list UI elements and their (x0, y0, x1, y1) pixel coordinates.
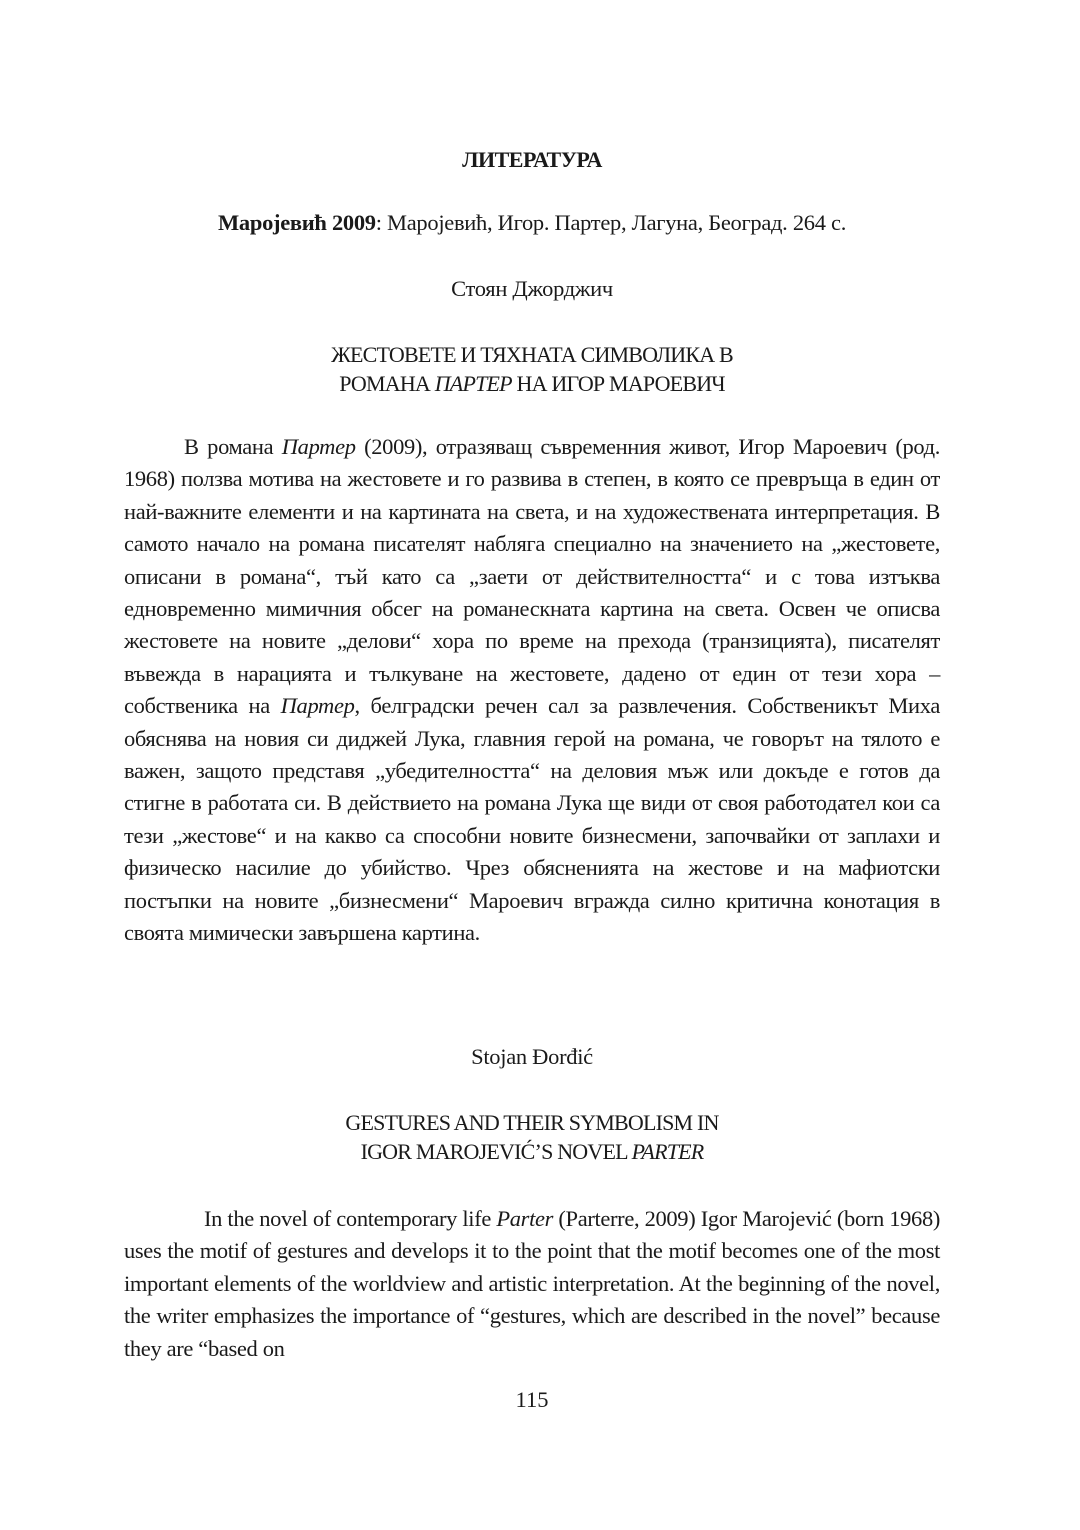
title-line-1: GESTURES AND THEIR SYMBOLISM IN (345, 1110, 719, 1135)
text-run: , белградски речен сал за развлечения. Собственикът Миха обяснява на новия си диджей Лука, главния герой на романа, че говорът на тялото е важен, защото представя „убедителността“ на деловия мъж или докъде е готов да стигне в работата си. В действието на романа Лука ще види от своя работодател кои са тези „жестове“ и на какво са способни новите бизнесмени, започвайки от заплахи и физическо насилие до убийство. Чрез обясненията на жестове и на мафиотски постъпки на новите „бизнесмени“ Мароевич вгражда силно критична конотация в своята мимически завършена картина. (124, 693, 940, 946)
author-name-bulgarian: Стоян Джорджич (451, 276, 613, 301)
italic-title-run: Parter (496, 1206, 554, 1231)
page-number: 115 (515, 1387, 549, 1412)
title-line-2-italic: PARTER (631, 1139, 704, 1164)
text-run: (2009), отразяващ съвременния живот, Игор Мароевич (род. 1968) ползва мотива на жестовете и го развива в степен, в която се превръща в един от най-важните елементи и на картината на света, и на художествената интерпретация. В самото начало на романа писателят набляга специално на значението на „жестовете, описани в романа“, тъй като са „заети от действителността“ и с това изтъква едновременно мимичния обсег на романескната картина на света. Освен че описва жестовете на новите „делови“ хора по време на прехода (транзицията), писателят въвежда в нарацията и тълкуване на жестовете, дадено от един от тези хора – собственика на (124, 434, 941, 719)
italic-title-run: Партер (280, 693, 355, 719)
title-line-2-italic: ПАРТЕР (434, 371, 512, 396)
bibliography-entry (124, 210, 940, 236)
title-line-2 (124, 1137, 940, 1166)
title-line-2-prefix: IGOR MAROJEVIĆ’S NOVEL (360, 1139, 632, 1164)
title-line-2-suffix: НА ИГОР МАРОЕВИЧ (511, 371, 725, 396)
section-heading: ЛИТЕРАТУРА (462, 147, 602, 172)
title-line-2 (124, 369, 940, 398)
reference-details: : Маројевић, Игор. Партер, Лагуна, Београд. 264 с. (375, 210, 847, 235)
article-title-bulgarian (124, 340, 940, 398)
text-run: (Parterre, 2009) Igor Marojević (born 1968) uses the motif of gestures and develops it to the point that the motif becomes one of the most important elements of the worldview and artistic interpretation. At the beginning of the novel, the writer emphasizes the importance of “gestures, which are described in the novel” because they are “based on (124, 1206, 940, 1361)
reference-key: Маројевић 2009 (217, 210, 376, 235)
author-name-english: Stojan Đorđić (471, 1044, 593, 1069)
title-line-2-prefix: РОМАНА (339, 371, 435, 396)
article-title-english (124, 1108, 940, 1166)
document-page (124, 0, 940, 1530)
summary-paragraph-bulgarian (124, 431, 940, 950)
summary-paragraph-english (124, 1203, 940, 1365)
title-line-1: ЖЕСТОВЕТЕ И ТЯХНАТА СИМВОЛИКА В (331, 342, 733, 367)
italic-title-run: Партер (281, 434, 356, 459)
text-run: В романа (184, 434, 282, 459)
text-run: In the novel of contemporary life (204, 1206, 497, 1231)
